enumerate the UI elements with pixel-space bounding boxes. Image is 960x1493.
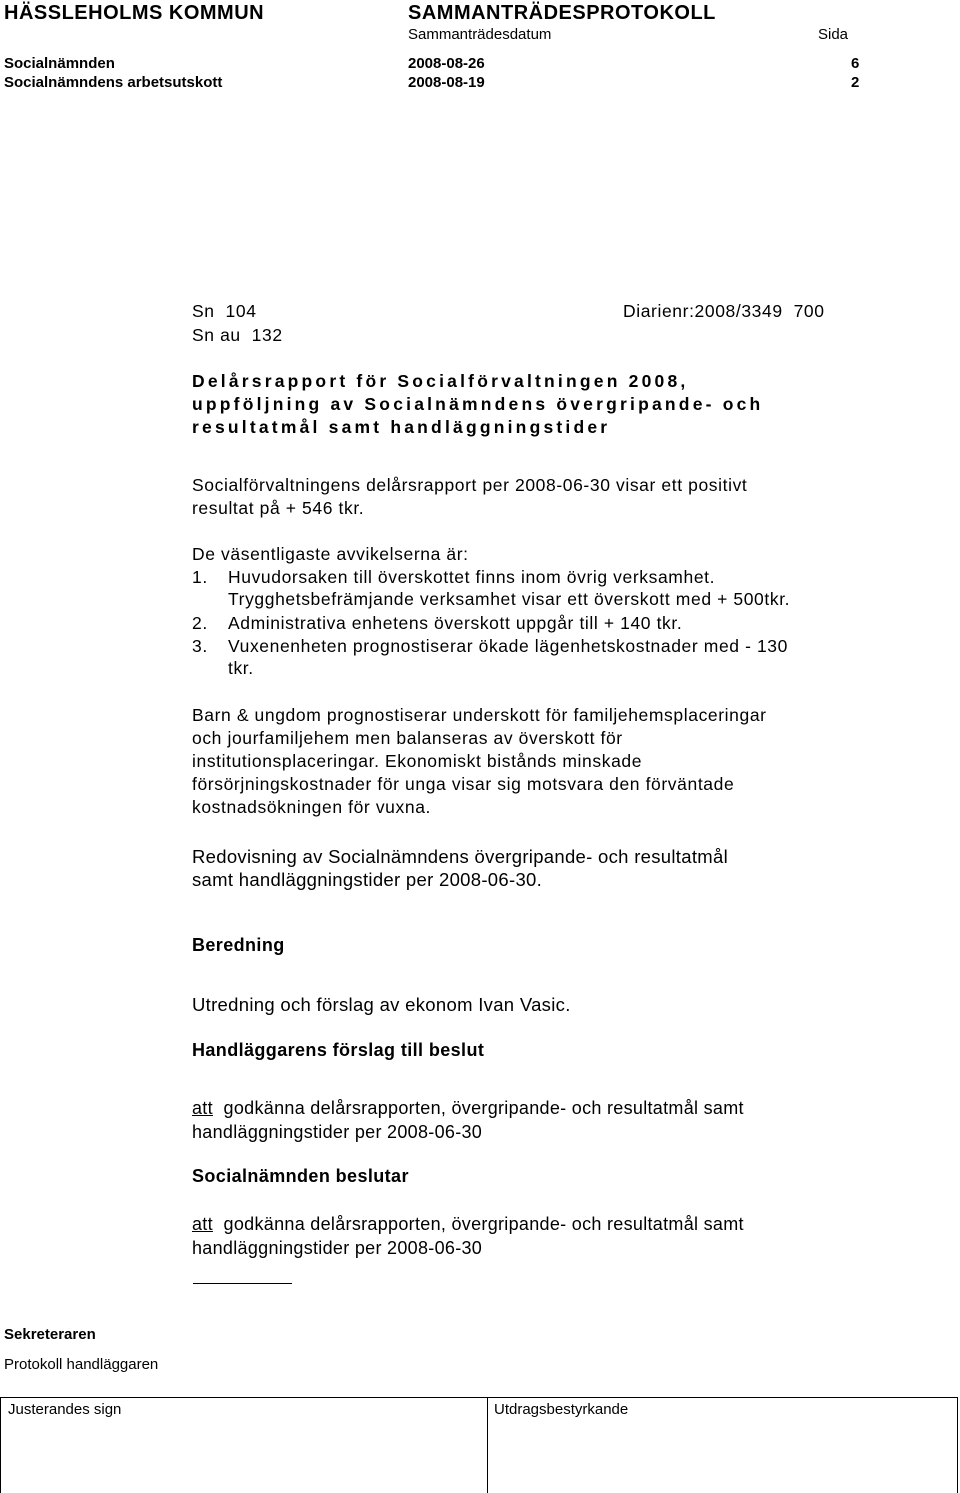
decision-heading: Socialnämnden beslutar (192, 1166, 409, 1186)
paragraph3-line-1: Redovisning av Socialnämndens övergripande- och resultatmål (192, 846, 728, 867)
title-line-2: uppföljning av Socialnämndens övergripande- och (192, 394, 764, 414)
header-date-2: 2008-08-19 (408, 74, 485, 91)
paragraph2-line-1: Barn & ungdom prognostiserar underskott för familjehemsplaceringar (192, 705, 767, 725)
diary-number: Diarienr:2008/3349 700 (623, 301, 825, 321)
paragraph2-line-5: kostnadsökningen för vuxna. (192, 797, 431, 817)
proposal-line-2: handläggningstider per 2008-06-30 (192, 1122, 483, 1142)
municipality-name: HÄSSLEHOLMS KOMMUN (4, 2, 265, 24)
header-body-2: Socialnämndens arbetsutskott (4, 74, 223, 91)
signers-label: Justerandes sign (8, 1401, 122, 1418)
page-label: Sida (818, 26, 849, 43)
proposal-line-1 (192, 1097, 744, 1120)
proposal-text: godkänna delårsrapporten, övergripande- och resultatmål samt (223, 1098, 744, 1118)
sn-reference: Sn 104 (192, 301, 257, 321)
deviations-heading: De väsentligaste avvikelserna är: (192, 544, 469, 564)
header-page-1: 6 (851, 55, 860, 72)
footer-top-border (0, 1397, 958, 1398)
decision-text: godkänna delårsrapporten, övergripande- och resultatmål samt (223, 1214, 744, 1234)
deviation-item-2 (192, 612, 682, 635)
secretary-label: Sekreteraren (4, 1326, 96, 1343)
title-line-3: resultatmål samt handläggningstider (192, 417, 611, 437)
intro-line-1: Socialförvaltningens delårsrapport per 2008-06-30 visar ett positivt (192, 475, 748, 495)
proposal-heading: Handläggarens förslag till beslut (192, 1040, 485, 1060)
closing-rule (193, 1283, 292, 1284)
deviation-number: 3. (192, 636, 208, 656)
document-type: SAMMANTRÄDESPROTOKOLL (408, 2, 716, 24)
meeting-date-label: Sammanträdesdatum (408, 26, 552, 43)
header-page-2: 2 (851, 74, 860, 91)
decision-line-1 (192, 1213, 744, 1236)
handler-label: Protokoll handläggaren (4, 1356, 159, 1373)
deviation-text: Vuxenenheten prognostiserar ökade lägenhetskostnader med - 130 (228, 636, 788, 656)
intro-line-2: resultat på + 546 tkr. (192, 498, 365, 518)
header-date-1: 2008-08-26 (408, 55, 485, 72)
paragraph2-line-2: och jourfamiljehem men balanseras av överskott för (192, 728, 623, 748)
deviation-number: 2. (192, 613, 208, 633)
paragraph2-line-3: institutionsplaceringar. Ekonomiskt bistånds minskade (192, 751, 643, 771)
footer-left-border (0, 1397, 1, 1493)
beredning-heading: Beredning (192, 935, 285, 955)
deviation-number: 1. (192, 567, 208, 587)
deviation-item-3-cont: tkr. (228, 658, 254, 678)
deviation-item-1-cont: Trygghetsbefrämjande verksamhet visar ett överskott med + 500tkr. (228, 589, 791, 609)
att-keyword: att (192, 1214, 213, 1234)
paragraph2-line-4: försörjningskostnader för unga visar sig motsvara den förväntade (192, 774, 735, 794)
sn-au-reference: Sn au 132 (192, 325, 283, 345)
footer-divider (487, 1397, 488, 1493)
decision-line-2: handläggningstider per 2008-06-30 (192, 1238, 483, 1258)
title-line-1: Delårsrapport för Socialförvaltningen 2008, (192, 371, 689, 391)
footer-right-border (957, 1397, 958, 1493)
deviation-text: Huvudorsaken till överskottet finns inom övrig verksamhet. (228, 567, 716, 587)
beredning-text: Utredning och förslag av ekonom Ivan Vasic. (192, 994, 571, 1015)
att-keyword: att (192, 1098, 213, 1118)
paragraph3-line-2: samt handläggningstider per 2008-06-30. (192, 869, 543, 890)
deviation-text: Administrativa enhetens överskott uppgår till + 140 tkr. (228, 613, 683, 633)
deviation-item-3 (192, 635, 788, 658)
extract-label: Utdragsbestyrkande (494, 1401, 629, 1418)
header-body-1: Socialnämnden (4, 55, 115, 72)
deviation-item-1 (192, 566, 715, 589)
